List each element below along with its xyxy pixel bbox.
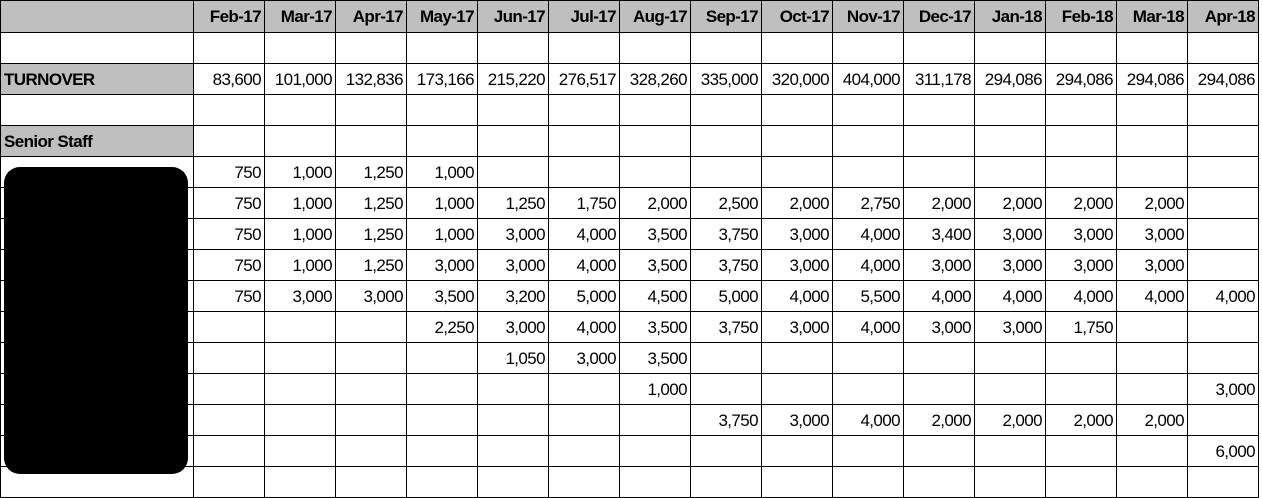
empty-cell[interactable]	[478, 95, 549, 126]
month-header-cell[interactable]: Feb-18	[1046, 1, 1117, 33]
staff-value-cell[interactable]	[1188, 312, 1259, 343]
staff-value-cell[interactable]	[194, 343, 265, 374]
month-header-cell[interactable]: Jan-18	[975, 1, 1046, 33]
staff-value-cell[interactable]: 3,000	[478, 219, 549, 250]
staff-value-cell[interactable]	[833, 157, 904, 188]
staff-value-cell[interactable]: 3,000	[265, 281, 336, 312]
empty-cell[interactable]	[336, 95, 407, 126]
empty-cell[interactable]	[1117, 95, 1188, 126]
turnover-value-cell[interactable]: 294,086	[1046, 64, 1117, 95]
turnover-value-cell[interactable]: 276,517	[549, 64, 620, 95]
staff-value-cell[interactable]: 3,500	[620, 312, 691, 343]
staff-value-cell[interactable]: 5,500	[833, 281, 904, 312]
staff-value-cell[interactable]: 4,000	[549, 219, 620, 250]
empty-cell[interactable]	[265, 126, 336, 157]
staff-value-cell[interactable]: 1,000	[265, 157, 336, 188]
staff-value-cell[interactable]: 3,000	[762, 405, 833, 436]
turnover-value-cell[interactable]: 173,166	[407, 64, 478, 95]
empty-cell[interactable]	[194, 126, 265, 157]
staff-value-cell[interactable]	[407, 436, 478, 467]
empty-cell[interactable]	[1046, 33, 1117, 64]
staff-value-cell[interactable]	[1188, 250, 1259, 281]
staff-value-cell[interactable]: 1,050	[478, 343, 549, 374]
staff-row	[1, 436, 1259, 467]
empty-cell[interactable]	[762, 95, 833, 126]
staff-value-cell[interactable]: 3,000	[407, 250, 478, 281]
month-header-cell[interactable]: Jun-17	[478, 1, 549, 33]
staff-value-cell[interactable]: 1,000	[265, 219, 336, 250]
month-header-cell[interactable]: Mar-18	[1117, 1, 1188, 33]
staff-value-cell[interactable]: 1,250	[336, 219, 407, 250]
staff-value-cell[interactable]: 3,000	[762, 312, 833, 343]
empty-cell[interactable]	[1117, 126, 1188, 157]
staff-value-cell[interactable]: 750	[194, 250, 265, 281]
staff-value-cell[interactable]: 1,750	[549, 188, 620, 219]
staff-value-cell[interactable]	[407, 374, 478, 405]
staff-value-cell[interactable]	[975, 343, 1046, 374]
staff-value-cell[interactable]: 750	[194, 281, 265, 312]
staff-value-cell[interactable]	[1188, 467, 1259, 498]
turnover-value-cell[interactable]: 101,000	[265, 64, 336, 95]
staff-value-cell[interactable]: 1,750	[1046, 312, 1117, 343]
staff-value-cell[interactable]: 2,000	[1046, 405, 1117, 436]
staff-value-cell[interactable]: 4,000	[549, 250, 620, 281]
turnover-value-cell[interactable]: 320,000	[762, 64, 833, 95]
staff-value-cell[interactable]: 3,000	[336, 281, 407, 312]
staff-value-cell[interactable]	[904, 157, 975, 188]
staff-value-cell[interactable]	[1117, 436, 1188, 467]
staff-value-cell[interactable]	[975, 374, 1046, 405]
staff-value-cell[interactable]: 4,000	[833, 405, 904, 436]
staff-value-cell[interactable]: 4,500	[620, 281, 691, 312]
staff-value-cell[interactable]	[620, 405, 691, 436]
staff-value-cell[interactable]	[833, 374, 904, 405]
staff-value-cell[interactable]	[904, 374, 975, 405]
turnover-label[interactable]: TURNOVER	[1, 64, 194, 95]
staff-value-cell[interactable]: 3,000	[549, 343, 620, 374]
staff-value-cell[interactable]: 1,250	[478, 188, 549, 219]
staff-value-cell[interactable]: 3,000	[478, 312, 549, 343]
empty-cell[interactable]	[549, 126, 620, 157]
staff-value-cell[interactable]: 4,000	[975, 281, 1046, 312]
staff-row	[1, 188, 1259, 219]
month-header-cell[interactable]: Mar-17	[265, 1, 336, 33]
staff-value-cell[interactable]	[336, 467, 407, 498]
empty-cell[interactable]	[407, 126, 478, 157]
staff-row	[1, 219, 1259, 250]
empty-cell[interactable]	[407, 33, 478, 64]
staff-value-cell[interactable]	[265, 467, 336, 498]
staff-value-cell[interactable]: 2,250	[407, 312, 478, 343]
staff-value-cell[interactable]: 1,250	[336, 188, 407, 219]
staff-value-cell[interactable]	[194, 312, 265, 343]
turnover-value-cell[interactable]: 328,260	[620, 64, 691, 95]
blank-row	[1, 95, 1259, 126]
staff-value-cell[interactable]: 1,000	[620, 374, 691, 405]
staff-value-cell[interactable]: 1,000	[407, 157, 478, 188]
staff-value-cell[interactable]	[1046, 436, 1117, 467]
staff-value-cell[interactable]: 1,000	[265, 188, 336, 219]
staff-value-cell[interactable]	[478, 374, 549, 405]
turnover-value-cell[interactable]: 311,178	[904, 64, 975, 95]
staff-value-cell[interactable]	[904, 436, 975, 467]
empty-cell[interactable]	[833, 95, 904, 126]
staff-value-cell[interactable]: 3,400	[904, 219, 975, 250]
month-header-cell[interactable]: Apr-18	[1188, 1, 1259, 33]
empty-cell[interactable]	[194, 95, 265, 126]
staff-value-cell[interactable]: 3,500	[407, 281, 478, 312]
staff-value-cell[interactable]	[833, 467, 904, 498]
staff-value-cell[interactable]	[691, 343, 762, 374]
staff-value-cell[interactable]: 3,000	[1117, 219, 1188, 250]
staff-value-cell[interactable]	[833, 343, 904, 374]
staff-value-cell[interactable]	[833, 436, 904, 467]
blank-row	[1, 33, 1259, 64]
empty-cell[interactable]	[620, 95, 691, 126]
staff-value-cell[interactable]: 2,000	[1046, 188, 1117, 219]
staff-value-cell[interactable]: 3,500	[620, 343, 691, 374]
staff-value-cell[interactable]	[975, 436, 1046, 467]
section-row	[1, 126, 1259, 157]
empty-cell[interactable]	[194, 33, 265, 64]
header-row	[1, 1, 1259, 33]
staff-row	[1, 281, 1259, 312]
staff-value-cell[interactable]: 1,000	[407, 219, 478, 250]
staff-value-cell[interactable]: 3,750	[691, 250, 762, 281]
staff-value-cell[interactable]	[265, 312, 336, 343]
empty-cell[interactable]	[549, 33, 620, 64]
empty-cell[interactable]	[478, 33, 549, 64]
staff-value-cell[interactable]: 4,000	[762, 281, 833, 312]
staff-value-cell[interactable]: 4,000	[1117, 281, 1188, 312]
staff-value-cell[interactable]: 4,000	[833, 250, 904, 281]
staff-value-cell[interactable]: 4,000	[549, 312, 620, 343]
staff-value-cell[interactable]: 2,750	[833, 188, 904, 219]
staff-value-cell[interactable]: 2,500	[691, 188, 762, 219]
staff-value-cell[interactable]	[265, 405, 336, 436]
staff-value-cell[interactable]	[1117, 312, 1188, 343]
staff-value-cell[interactable]: 3,000	[1046, 250, 1117, 281]
staff-value-cell[interactable]: 1,250	[336, 157, 407, 188]
empty-cell[interactable]	[975, 126, 1046, 157]
staff-value-cell[interactable]	[336, 436, 407, 467]
staff-value-cell[interactable]	[691, 436, 762, 467]
staff-row	[1, 312, 1259, 343]
staff-row	[1, 467, 1259, 498]
empty-cell[interactable]	[762, 126, 833, 157]
staff-value-cell[interactable]	[407, 467, 478, 498]
staff-value-cell[interactable]: 4,000	[1188, 281, 1259, 312]
empty-cell[interactable]	[975, 95, 1046, 126]
turnover-value-cell[interactable]: 294,086	[1117, 64, 1188, 95]
staff-value-cell[interactable]: 2,000	[904, 405, 975, 436]
empty-cell[interactable]	[620, 33, 691, 64]
staff-row	[1, 157, 1259, 188]
staff-value-cell[interactable]: 4,000	[904, 281, 975, 312]
staff-value-cell[interactable]: 2,000	[1117, 405, 1188, 436]
staff-value-cell[interactable]	[1117, 343, 1188, 374]
turnover-value-cell[interactable]: 215,220	[478, 64, 549, 95]
turnover-value-cell[interactable]: 294,086	[975, 64, 1046, 95]
staff-value-cell[interactable]	[478, 157, 549, 188]
empty-cell[interactable]	[336, 126, 407, 157]
staff-value-cell[interactable]: 1,000	[265, 250, 336, 281]
staff-value-cell[interactable]: 3,000	[904, 312, 975, 343]
staff-value-cell[interactable]	[1188, 157, 1259, 188]
staff-value-cell[interactable]	[265, 343, 336, 374]
staff-value-cell[interactable]: 1,000	[407, 188, 478, 219]
empty-cell[interactable]	[265, 33, 336, 64]
staff-value-cell[interactable]: 3,000	[1117, 250, 1188, 281]
staff-value-cell[interactable]	[1188, 219, 1259, 250]
staff-value-cell[interactable]	[1188, 405, 1259, 436]
staff-value-cell[interactable]	[1117, 374, 1188, 405]
staff-value-cell[interactable]	[762, 157, 833, 188]
staff-value-cell[interactable]	[1046, 343, 1117, 374]
staff-row	[1, 250, 1259, 281]
month-header-cell[interactable]: Feb-17	[194, 1, 265, 33]
turnover-value-cell[interactable]: 294,086	[1188, 64, 1259, 95]
staff-row	[1, 343, 1259, 374]
staff-value-cell[interactable]: 3,000	[478, 250, 549, 281]
staff-value-cell[interactable]	[1046, 157, 1117, 188]
staff-value-cell[interactable]: 3,000	[904, 250, 975, 281]
staff-value-cell[interactable]	[975, 157, 1046, 188]
staff-value-cell[interactable]	[549, 405, 620, 436]
month-header-cell[interactable]: Dec-17	[904, 1, 975, 33]
staff-value-cell[interactable]	[407, 343, 478, 374]
staff-row	[1, 405, 1259, 436]
staff-value-cell[interactable]	[549, 374, 620, 405]
empty-cell[interactable]	[904, 33, 975, 64]
staff-value-cell[interactable]: 3,750	[691, 405, 762, 436]
staff-value-cell[interactable]	[478, 405, 549, 436]
staff-value-cell[interactable]	[975, 467, 1046, 498]
empty-cell[interactable]	[549, 95, 620, 126]
turnover-value-cell[interactable]: 132,836	[336, 64, 407, 95]
staff-value-cell[interactable]: 3,000	[762, 250, 833, 281]
staff-value-cell[interactable]: 3,000	[975, 219, 1046, 250]
staff-value-cell[interactable]	[620, 157, 691, 188]
empty-cell[interactable]	[833, 33, 904, 64]
staff-value-cell[interactable]	[478, 467, 549, 498]
staff-value-cell[interactable]	[620, 436, 691, 467]
staff-value-cell[interactable]	[762, 436, 833, 467]
staff-value-cell[interactable]	[1046, 374, 1117, 405]
empty-cell[interactable]	[762, 33, 833, 64]
month-header-cell[interactable]: Jul-17	[549, 1, 620, 33]
empty-cell[interactable]	[1188, 95, 1259, 126]
empty-cell[interactable]	[833, 126, 904, 157]
turnover-value-cell[interactable]: 335,000	[691, 64, 762, 95]
empty-cell[interactable]	[1, 95, 194, 126]
staff-value-cell[interactable]	[194, 467, 265, 498]
staff-value-cell[interactable]	[336, 374, 407, 405]
staff-value-cell[interactable]: 3,000	[975, 250, 1046, 281]
month-header-cell[interactable]: May-17	[407, 1, 478, 33]
staff-value-cell[interactable]	[691, 467, 762, 498]
staff-value-cell[interactable]	[336, 312, 407, 343]
staff-value-cell[interactable]	[336, 405, 407, 436]
staff-value-cell[interactable]	[194, 436, 265, 467]
staff-value-cell[interactable]	[1188, 343, 1259, 374]
staff-value-cell[interactable]: 750	[194, 157, 265, 188]
empty-cell[interactable]	[904, 95, 975, 126]
month-header-cell[interactable]: Apr-17	[336, 1, 407, 33]
staff-value-cell[interactable]	[336, 343, 407, 374]
empty-cell[interactable]	[1046, 126, 1117, 157]
empty-cell[interactable]	[1046, 95, 1117, 126]
turnover-row	[1, 64, 1259, 95]
staff-value-cell[interactable]: 5,000	[549, 281, 620, 312]
staff-value-cell[interactable]	[1117, 467, 1188, 498]
staff-value-cell[interactable]	[762, 374, 833, 405]
empty-cell[interactable]	[336, 33, 407, 64]
staff-value-cell[interactable]	[265, 436, 336, 467]
header-corner-cell[interactable]	[1, 1, 194, 33]
empty-cell[interactable]	[1188, 126, 1259, 157]
empty-cell[interactable]	[1117, 33, 1188, 64]
staff-value-cell[interactable]: 3,200	[478, 281, 549, 312]
staff-value-cell[interactable]: 3,750	[691, 312, 762, 343]
staff-value-cell[interactable]	[904, 467, 975, 498]
staff-value-cell[interactable]: 6,000	[1188, 436, 1259, 467]
empty-cell[interactable]	[904, 126, 975, 157]
staff-value-cell[interactable]: 2,000	[904, 188, 975, 219]
empty-cell[interactable]	[691, 126, 762, 157]
staff-value-cell[interactable]: 3,500	[620, 250, 691, 281]
staff-value-cell[interactable]	[265, 374, 336, 405]
month-header-cell[interactable]: Aug-17	[620, 1, 691, 33]
staff-row	[1, 374, 1259, 405]
staff-value-cell[interactable]	[194, 405, 265, 436]
staff-value-cell[interactable]: 3,750	[691, 219, 762, 250]
staff-value-cell[interactable]	[478, 436, 549, 467]
turnover-value-cell[interactable]: 404,000	[833, 64, 904, 95]
staff-value-cell[interactable]: 2,000	[975, 405, 1046, 436]
staff-value-cell[interactable]: 2,000	[620, 188, 691, 219]
staff-value-cell[interactable]: 3,000	[1188, 374, 1259, 405]
month-header-cell[interactable]: Nov-17	[833, 1, 904, 33]
staff-value-cell[interactable]	[1046, 467, 1117, 498]
staff-value-cell[interactable]: 750	[194, 188, 265, 219]
empty-cell[interactable]	[478, 126, 549, 157]
section-label[interactable]: Senior Staff	[1, 126, 194, 157]
staff-value-cell[interactable]	[549, 436, 620, 467]
month-header-cell[interactable]: Oct-17	[762, 1, 833, 33]
redaction-block	[4, 167, 188, 474]
staff-value-cell[interactable]	[762, 467, 833, 498]
staff-value-cell[interactable]	[549, 157, 620, 188]
staff-value-cell[interactable]: 2,000	[762, 188, 833, 219]
staff-value-cell[interactable]	[691, 374, 762, 405]
staff-value-cell[interactable]	[904, 343, 975, 374]
empty-cell[interactable]	[1188, 33, 1259, 64]
staff-value-cell[interactable]: 1,250	[336, 250, 407, 281]
staff-value-cell[interactable]	[620, 467, 691, 498]
staff-value-cell[interactable]	[549, 467, 620, 498]
empty-cell[interactable]	[265, 95, 336, 126]
empty-cell[interactable]	[975, 33, 1046, 64]
staff-value-cell[interactable]: 3,000	[762, 219, 833, 250]
empty-cell[interactable]	[691, 95, 762, 126]
staff-value-cell[interactable]	[1117, 157, 1188, 188]
empty-cell[interactable]	[691, 33, 762, 64]
month-header-cell[interactable]: Sep-17	[691, 1, 762, 33]
staff-value-cell[interactable]: 3,000	[1046, 219, 1117, 250]
staff-value-cell[interactable]	[194, 374, 265, 405]
staff-value-cell[interactable]: 750	[194, 219, 265, 250]
staff-value-cell[interactable]: 5,000	[691, 281, 762, 312]
staff-value-cell[interactable]	[1188, 188, 1259, 219]
staff-value-cell[interactable]	[407, 405, 478, 436]
empty-cell[interactable]	[407, 95, 478, 126]
staff-value-cell[interactable]: 3,000	[975, 312, 1046, 343]
staff-value-cell[interactable]: 2,000	[975, 188, 1046, 219]
staff-value-cell[interactable]	[691, 157, 762, 188]
staff-value-cell[interactable]: 4,000	[833, 219, 904, 250]
staff-value-cell[interactable]: 4,000	[1046, 281, 1117, 312]
turnover-value-cell[interactable]: 83,600	[194, 64, 265, 95]
staff-value-cell[interactable]	[762, 343, 833, 374]
staff-value-cell[interactable]: 3,500	[620, 219, 691, 250]
empty-cell[interactable]	[1, 33, 194, 64]
staff-value-cell[interactable]: 2,000	[1117, 188, 1188, 219]
staff-value-cell[interactable]: 4,000	[833, 312, 904, 343]
empty-cell[interactable]	[620, 126, 691, 157]
